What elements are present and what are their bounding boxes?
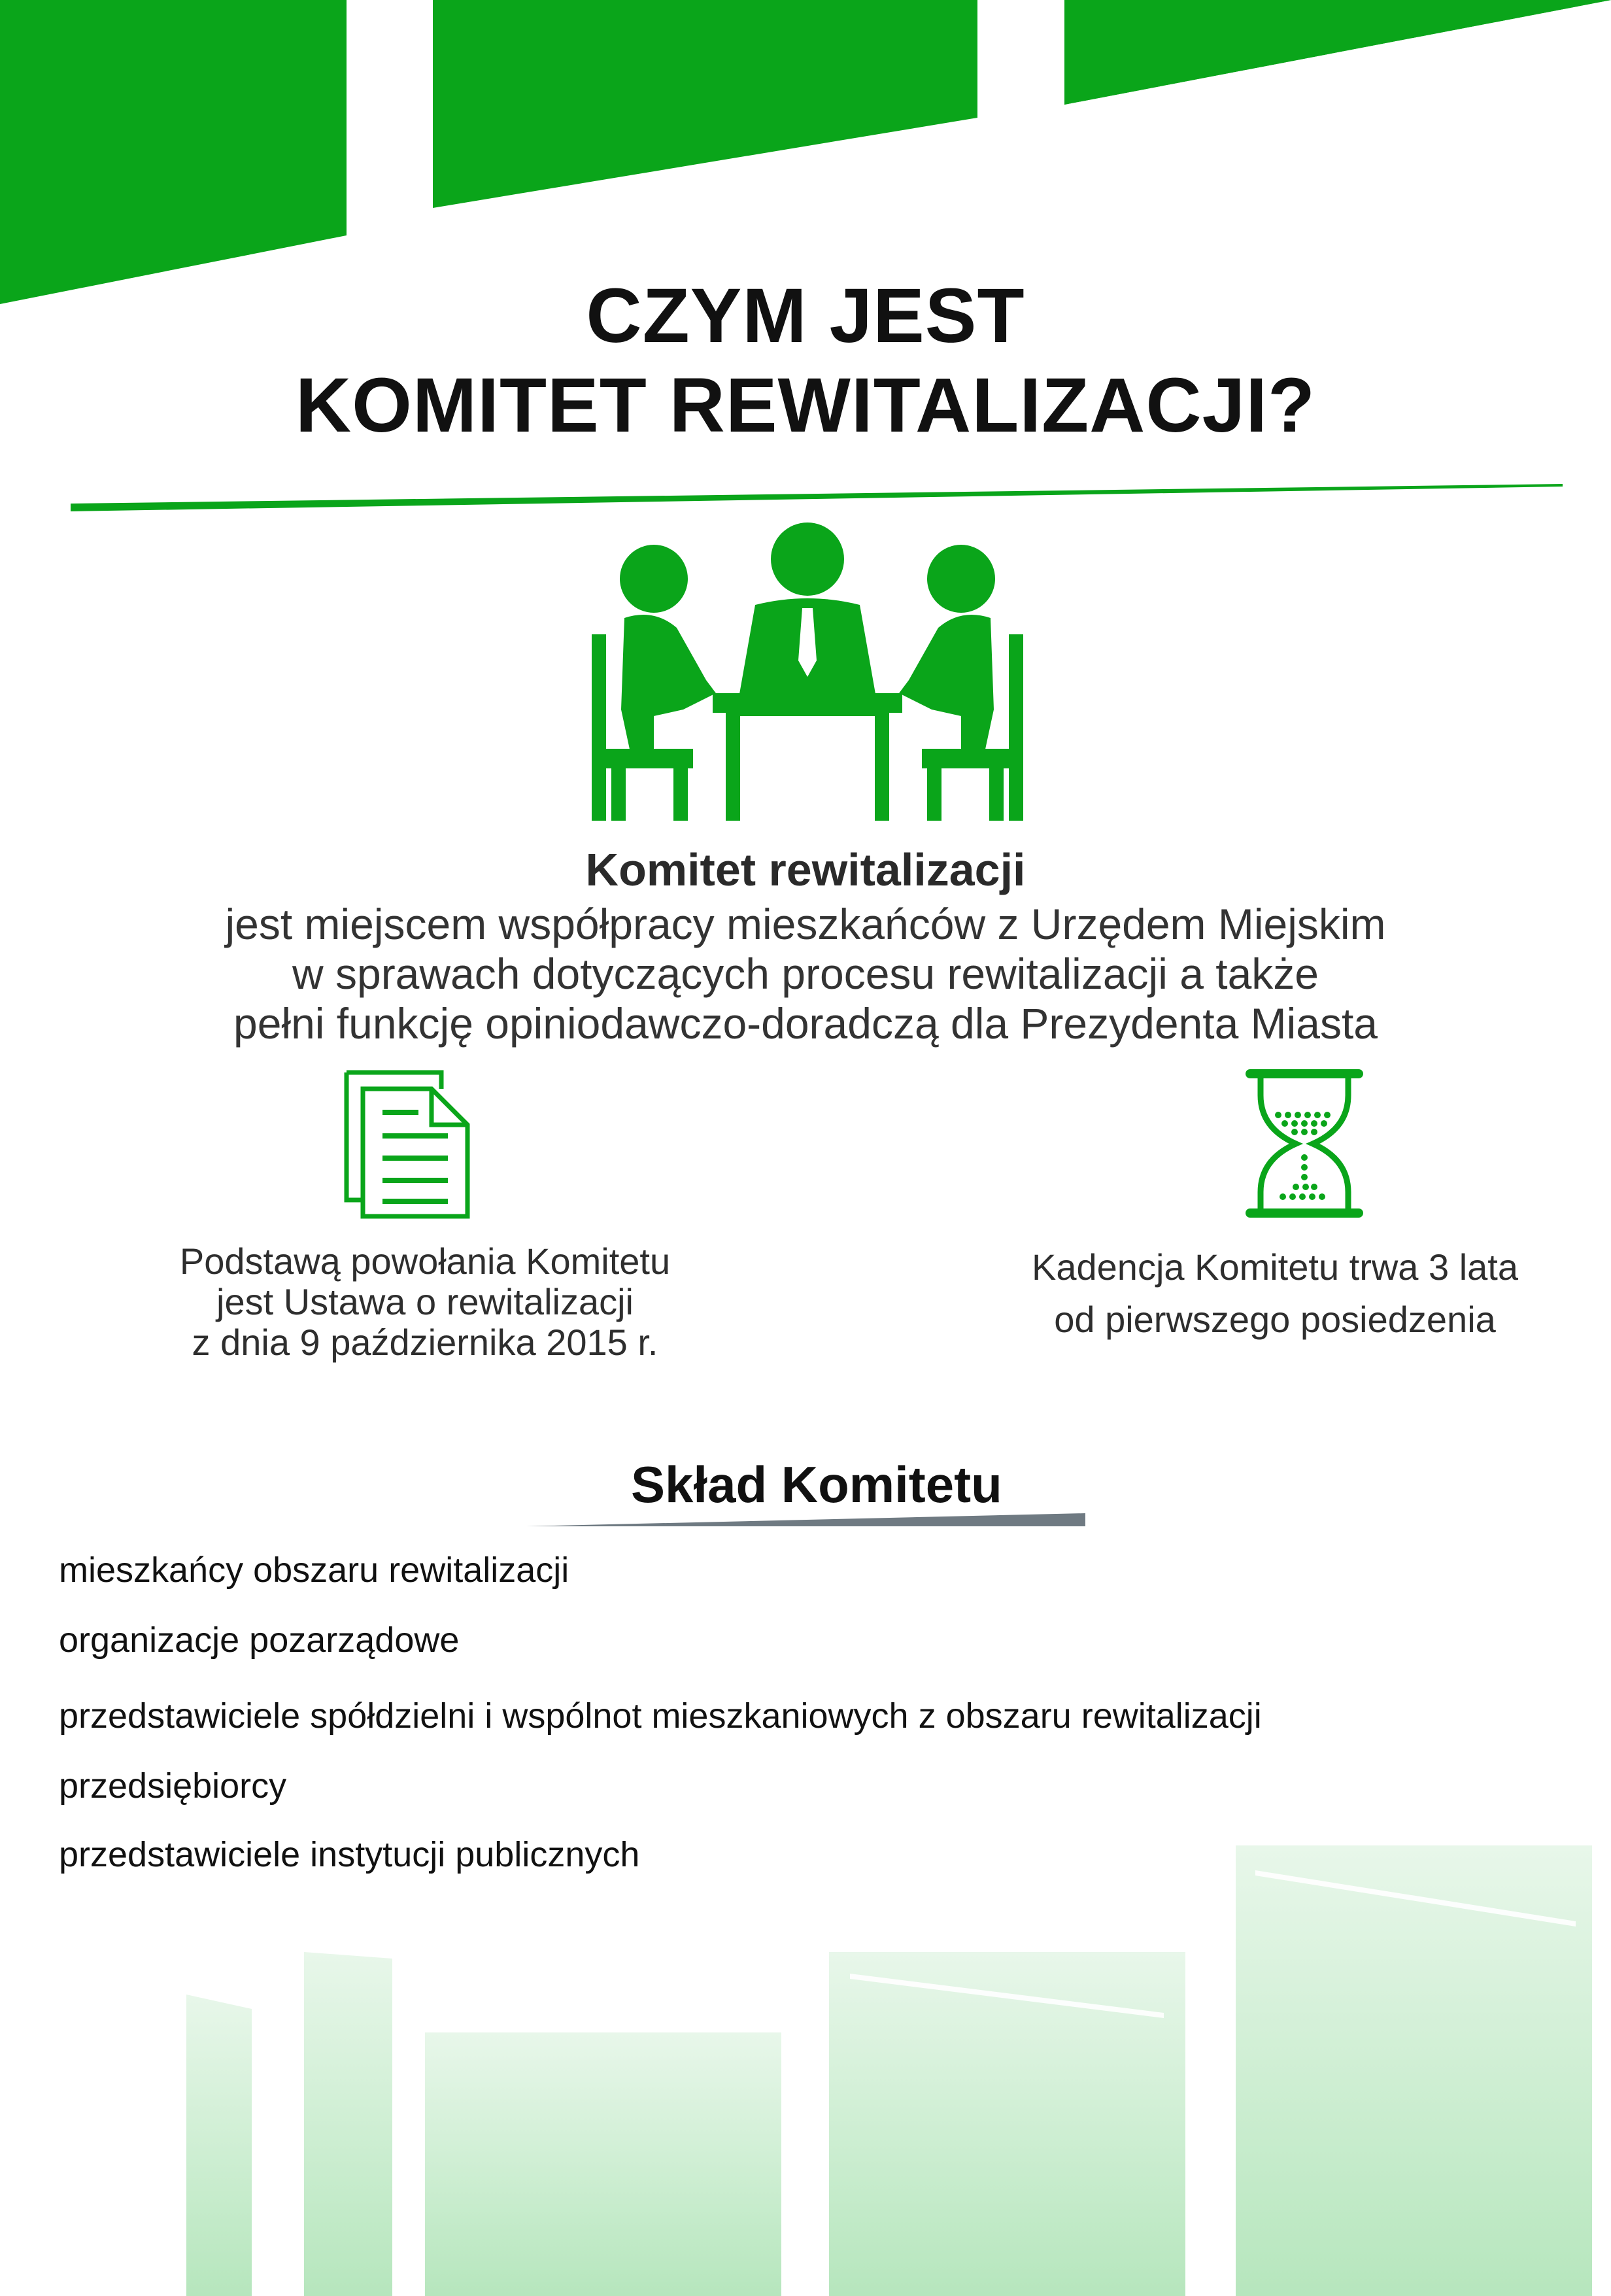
page-title-line1: CZYM JEST: [586, 273, 1025, 359]
basis-line-1: Podstawą powołania Komitetu: [179, 1241, 671, 1282]
members-title: Skład Komitetu: [631, 1456, 1002, 1513]
meeting-people-icon: [592, 520, 1023, 821]
hourglass-icon: [1242, 1066, 1366, 1223]
term-caption: [981, 1241, 1569, 1346]
intro-line-2: w sprawach dotyczących procesu rewitalizacji a także: [292, 950, 1319, 998]
document-icon: [343, 1069, 474, 1220]
member-item-1: mieszkańcy obszaru rewitalizacji: [59, 1551, 569, 1590]
basis-caption: [131, 1241, 719, 1363]
basis-line-3: z dnia 9 października 2015 r.: [192, 1322, 658, 1363]
member-item-5: przedstawiciele instytucji publicznych: [59, 1835, 640, 1874]
top-shape-left: [0, 0, 347, 304]
title-underline: [0, 477, 1611, 517]
bottom-decoration: [0, 1831, 1611, 2296]
intro-heading: Komitet rewitalizacji: [585, 844, 1026, 895]
members-title-underline: [0, 1504, 1611, 1530]
member-item-4: przedsiębiorcy: [59, 1766, 287, 1806]
bottom-shape-5: [1236, 1845, 1592, 2296]
member-item-2: organizacje pozarządowe: [59, 1620, 460, 1660]
bottom-shape-4: [829, 1952, 1185, 2296]
top-shape-middle: [433, 0, 977, 208]
page-title-line2: KOMITET REWITALIZACJI?: [295, 362, 1316, 449]
basis-line-2: jest Ustawa o rewitalizacji: [216, 1281, 634, 1322]
term-line-2: od pierwszego posiedzenia: [1054, 1299, 1496, 1340]
bottom-shape-2: [304, 1952, 392, 2296]
member-item-3: przedstawiciele spółdzielni i wspólnot mieszkaniowych z obszaru rewitalizacji: [59, 1696, 1262, 1736]
intro-line-3: pełni funkcję opiniodawczo-doradczą dla Prezydenta Miasta: [233, 999, 1378, 1048]
intro-line-1: jest miejscem współpracy mieszkańców z Urzędem Miejskim: [225, 900, 1386, 948]
term-line-1: Kadencja Komitetu trwa 3 lata: [1032, 1246, 1518, 1288]
top-decoration: [0, 0, 1611, 314]
bottom-shape-1: [186, 1995, 252, 2296]
bottom-shape-3: [425, 2032, 781, 2296]
